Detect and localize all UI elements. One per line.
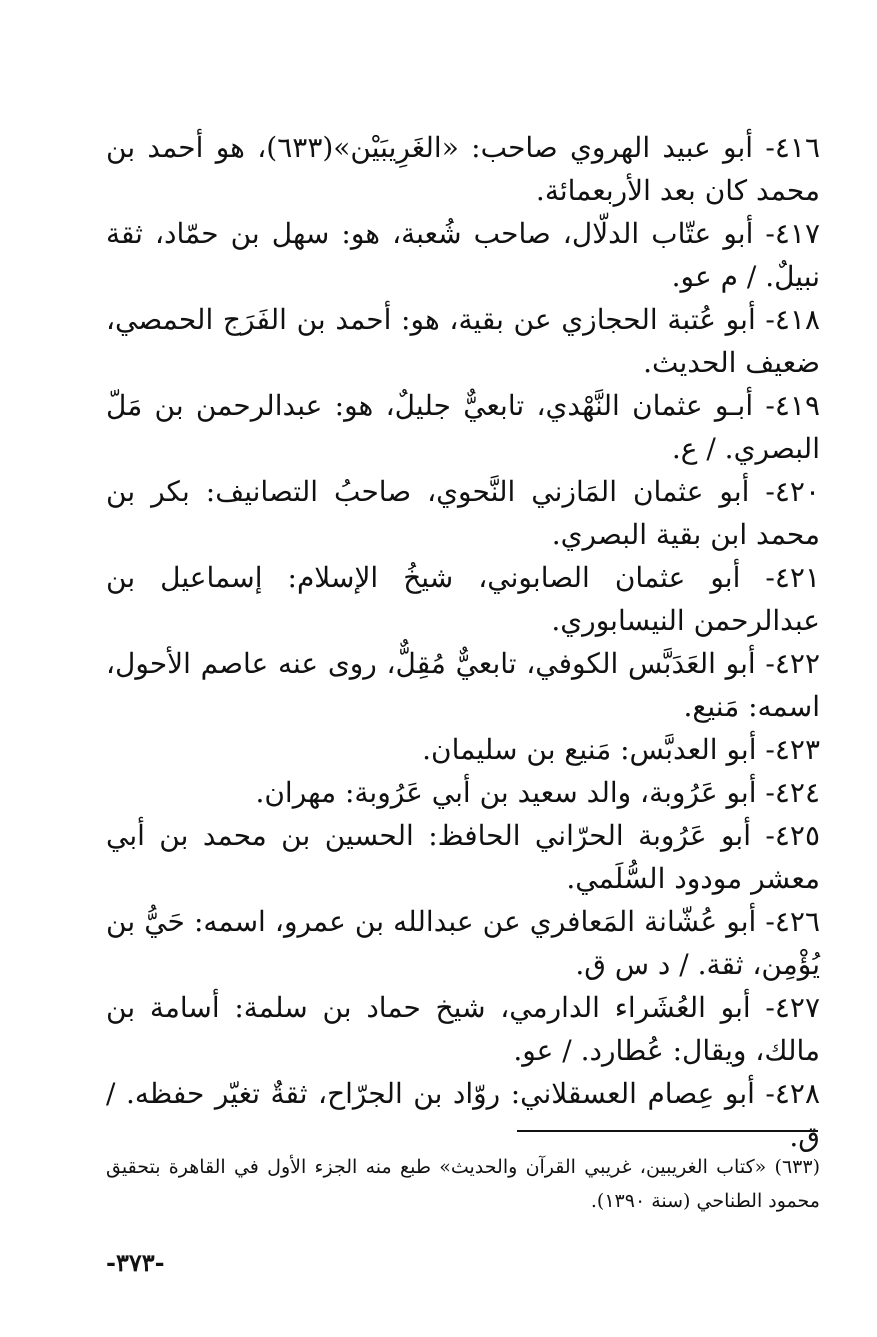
entry-421: ٤٢١- أبو عثمان الصابوني، شيخُ الإسلام: إسماعيل بن عبدالرحمن النيسابوري. (106, 561, 820, 637)
footnote-divider (517, 1130, 818, 1132)
entry-428: ٤٢٨- أبو عِصام العسقلاني: روّاد بن الجرّاح، ثقةٌ تغيّر حفظه. / ق. (106, 1077, 820, 1153)
entry-425: ٤٢٥- أبو عَرُوبة الحرّاني الحافظ: الحسين بن محمد بن أبي معشر مودود السُّلَمي. (106, 819, 820, 895)
entries-list (106, 126, 820, 1158)
entry-423: ٤٢٣- أبو العدبَّس: مَنيع بن سليمان. (422, 733, 820, 766)
entry-418: ٤١٨- أبو عُتبة الحجازي عن بقية، هو: أحمد بن الفَرَج الحمصي، ضعيف الحديث. (106, 303, 820, 379)
entry-419: ٤١٩- أبـو عثمان النَّهْدي، تابعيٌّ جليلٌ، هو: عبدالرحمن بن مَلّ البصري. / ع. (106, 389, 820, 465)
footnote: (٦٣٣) «كتاب الغريبين، غريبي القرآن والحديث» طبع منه الجزء الأول في القاهرة بتحقيق محمود الطناحي (سنة ١٣٩٠). (106, 1156, 820, 1212)
entry-427: ٤٢٧- أبو العُشَراء الدارمي، شيخ حماد بن سلمة: أسامة بن مالك، ويقال: عُطارد. / عو. (106, 991, 820, 1067)
entry-417: ٤١٧- أبو عتّاب الدلّال، صاحب شُعبة، هو: سهل بن حمّاد، ثقة نبيلٌ. / م عو. (106, 217, 820, 293)
page-number: -٣٧٣- (106, 1248, 165, 1277)
entry-420: ٤٢٠- أبو عثمان المَازني النَّحوي، صاحبُ التصانيف: بكر بن محمد ابن بقية البصري. (106, 475, 820, 551)
entry-424: ٤٢٤- أبو عَرُوبة، والد سعيد بن أبي عَرُوبة: مهران. (255, 776, 820, 809)
entry-416: ٤١٦- أبو عبيد الهروي صاحب: «الغَرِيبَيْن»(٦٣٣)، هو أحمد بن محمد كان بعد الأربعمائة. (106, 131, 820, 207)
entry-426: ٤٢٦- أبو عُشّانة المَعافري عن عبدالله بن عمرو، اسمه: حَيُّ بن يُؤْمِن، ثقة. / د س ق. (106, 905, 820, 981)
entry-422: ٤٢٢- أبو العَدَبَّس الكوفي، تابعيٌّ مُقِلٌّ، روى عنه عاصم الأحول، اسمه: مَنيع. (106, 647, 820, 723)
